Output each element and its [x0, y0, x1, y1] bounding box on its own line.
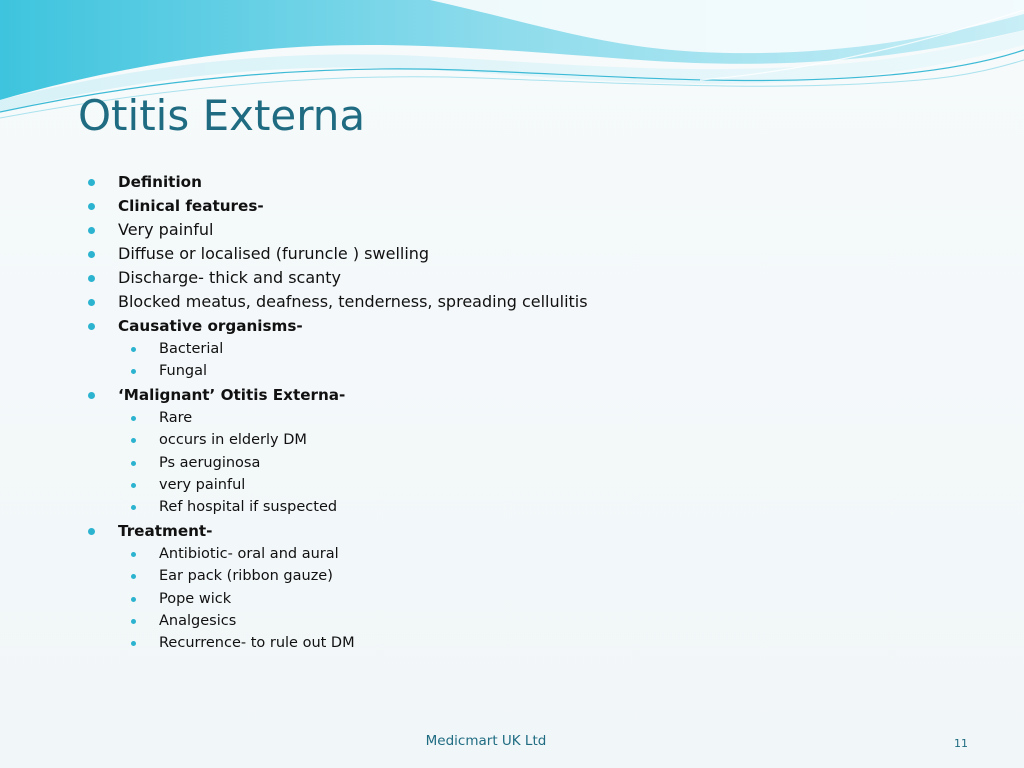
- sub-bullet-item: [0, 360, 1024, 382]
- bullet-dot-icon: [88, 323, 95, 330]
- bullet-text: Clinical features-: [118, 197, 264, 215]
- slide-title: Otitis Externa: [78, 91, 366, 140]
- bullet-dot-icon: [131, 483, 136, 488]
- bullet-dot-icon: [88, 227, 95, 234]
- bullet-text: Discharge- thick and scanty: [118, 268, 342, 287]
- bullet-dot-icon: [88, 392, 95, 399]
- bullet-item: [0, 266, 1024, 290]
- bullet-item: [0, 290, 1024, 314]
- bullet-content: [0, 170, 1024, 655]
- footer: [0, 733, 972, 749]
- bullet-item: [0, 242, 1024, 266]
- bullet-text: Fungal: [159, 363, 208, 380]
- bullet-item: [0, 519, 1024, 543]
- bullet-dot-icon: [88, 275, 95, 282]
- bullet-dot-icon: [88, 179, 95, 186]
- bullet-dot-icon: [88, 528, 95, 535]
- bullet-text: Treatment-: [118, 521, 213, 540]
- bullet-dot-icon: [88, 251, 95, 258]
- bullet-item: [0, 194, 1024, 218]
- bullet-dot-icon: [131, 438, 136, 443]
- bullet-dot-icon: [131, 347, 136, 352]
- bullet-text: Antibiotic- oral and aural: [159, 545, 339, 562]
- bullet-text: Ps aeruginosa: [159, 454, 261, 471]
- sub-bullet-item: [0, 338, 1024, 360]
- bullet-text: Very painful: [118, 220, 214, 239]
- page-number: 11: [954, 737, 968, 750]
- bullet-dot-icon: [88, 203, 95, 210]
- bullet-dot-icon: [131, 461, 136, 466]
- bullet-item: [0, 383, 1024, 407]
- sub-bullet-item: [0, 588, 1024, 610]
- bullet-dot-icon: [131, 505, 136, 510]
- bullet-text: Blocked meatus, deafness, tenderness, spreading cellulitis: [118, 292, 588, 311]
- bullet-dot-icon: [131, 552, 136, 557]
- bullet-text: ‘Malignant’ Otitis Externa-: [118, 385, 346, 404]
- bullet-text: Definition: [118, 173, 202, 191]
- bullet-text: Pope wick: [159, 590, 232, 607]
- bullet-text: Recurrence- to rule out DM: [159, 635, 355, 652]
- bullet-dot-icon: [131, 619, 136, 624]
- sub-bullet-item: [0, 632, 1024, 654]
- bullet-dot-icon: [131, 597, 136, 602]
- bullet-text: Diffuse or localised (furuncle ) swelling: [118, 244, 430, 263]
- bullet-item: [0, 170, 1024, 194]
- sub-bullet-item: [0, 407, 1024, 429]
- bullet-item: [0, 314, 1024, 338]
- bullet-text: occurs in elderly DM: [159, 432, 307, 449]
- sub-bullet-item: [0, 543, 1024, 565]
- bullet-text: Ref hospital if suspected: [159, 499, 338, 516]
- bullet-text: Ear pack (ribbon gauze): [159, 568, 333, 585]
- sub-bullet-item: [0, 496, 1024, 518]
- bullet-list: [0, 170, 1024, 655]
- bullet-dot-icon: [88, 299, 95, 306]
- bullet-text: Bacterial: [159, 341, 224, 357]
- bullet-text: Rare: [159, 409, 193, 426]
- bullet-dot-icon: [131, 369, 136, 374]
- sub-bullet-item: [0, 429, 1024, 451]
- sub-bullet-item: [0, 474, 1024, 496]
- bullet-dot-icon: [131, 416, 136, 421]
- bullet-text: very painful: [159, 476, 246, 493]
- footer-text: Medicmart UK Ltd: [425, 733, 547, 749]
- sub-bullet-item: [0, 452, 1024, 474]
- sub-bullet-item: [0, 565, 1024, 587]
- bullet-text: Analgesics: [159, 612, 237, 629]
- sub-bullet-item: [0, 610, 1024, 632]
- bullet-item: [0, 218, 1024, 242]
- bullet-dot-icon: [131, 641, 136, 646]
- bullet-dot-icon: [131, 574, 136, 579]
- bullet-text: Causative organisms-: [118, 317, 303, 335]
